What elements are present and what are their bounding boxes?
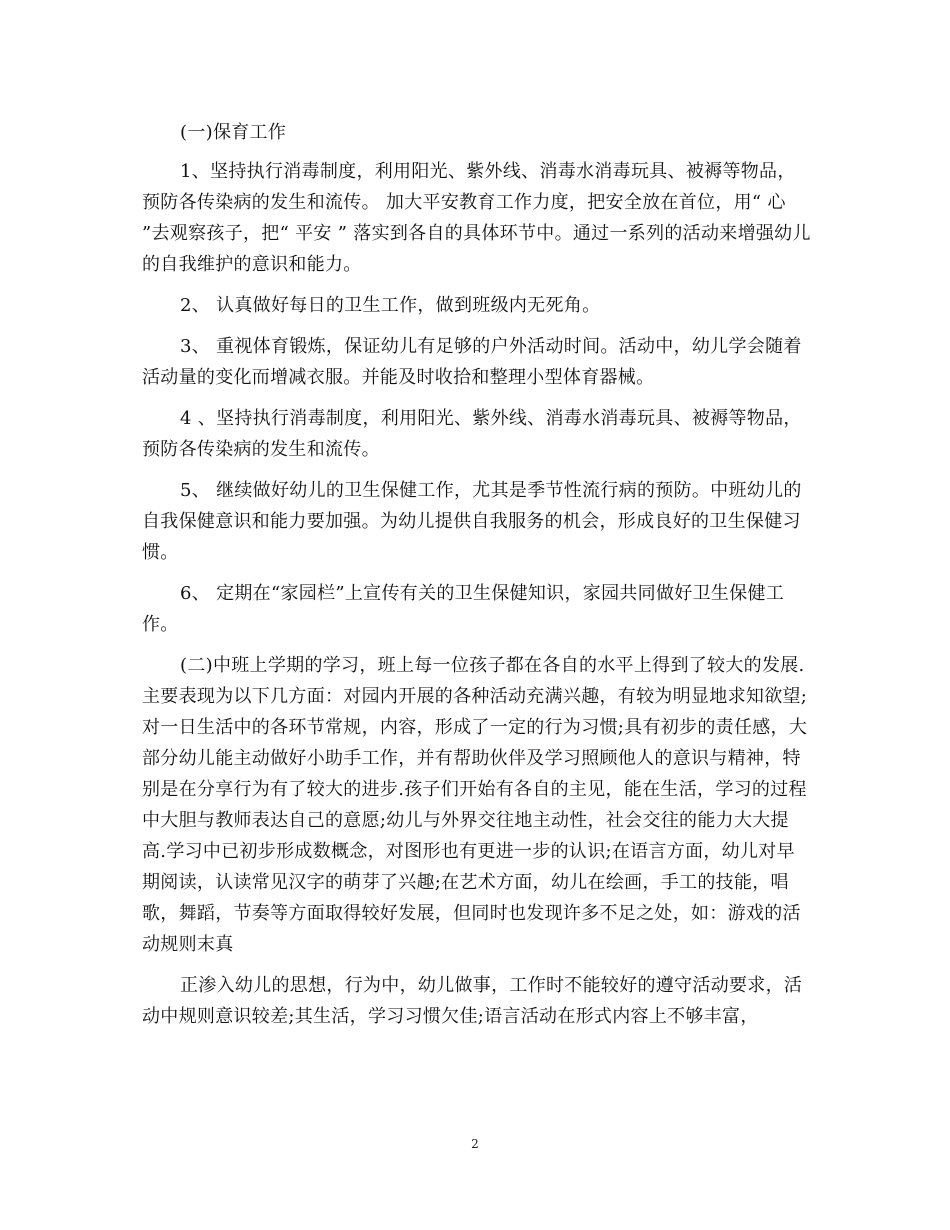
document-body (142, 117, 812, 1042)
paragraph-continuation: 正渗入幼儿的思想，行为中，幼儿做事，工作时不能较好的遵守活动要求，活动中规则意识较差;其生活，学习习惯欠佳;语言活动在形式内容上不够丰富， (142, 975, 803, 1027)
paragraph-item-5: 5、 继续做好幼儿的卫生保健工作，尤其是季节性流行病的预防。中班幼儿的自我保健意识和能力要加强。为幼儿提供自我服务的机会，形成良好的卫生保健习惯。 (142, 480, 802, 563)
paragraph-item-3: 3、 重视体育锻炼，保证幼儿有足够的户外活动时间。活动中，幼儿学会随着活动量的变化而增减衣服。并能及时收拾和整理小型体育器械。 (142, 336, 802, 388)
paragraph-item-4: 4 、坚持执行消毒制度，利用阳光、紫外线、消毒水消毒玩具、被褥等物品，预防各传染病的发生和流传。 (142, 408, 802, 460)
paragraph-section-2: (二)中班上学期的学习，班上每一位孩子都在各自的水平上得到了较大的发展.主要表现为以下几方面：对园内开展的各种活动充满兴趣，有较为明显地求知欲望;对一日生活中的各环节常规，内容，形成了一定的行为习惯;具有初步的责任感，大部分幼儿能主动做好小助手工作，并有帮助伙伴及学习照顾他人的意识与精神，特别是在分享行为有了较大的进步.孩子们开始有各自的主见，能在生活，学习的过程中大胆与教师表达自己的意愿;幼儿与外界交往地主动性，社会交往的能力大大提高.学习中已初步形成数概念，对图形也有更进一步的认识;在语言方面，幼儿对早期阅读，认读常见汉字的萌芽了兴趣;在艺术方面，幼儿在绘画，手工的技能，唱歌，舞蹈，节奏等方面取得较好发展，但同时也发现许多不足之处，如：游戏的活动规则末真 (142, 655, 808, 955)
paragraph-item-6: 6、 定期在“家园栏”上宣传有关的卫生保健知识，家园共同做好卫生保健工作。 (142, 583, 785, 635)
section-heading-care-work: (一)保育工作 (180, 122, 287, 143)
paragraph-item-2: 2、 认真做好每日的卫生工作，做到班级内无死角。 (180, 295, 601, 316)
paragraph-item-1: 1、坚持执行消毒制度，利用阳光、紫外线、消毒水消毒玩具、被褥等物品，预防各传染病的发生和流传。 加大平安教育工作力度，把安全放在首位，用“ 心 ”去观察孩子，把“ 平安 ” 落实到各自的具体环节中。通过一系列的活动来增强幼儿的自我维护的意识和能力。 (142, 161, 811, 275)
page-number: 2 (471, 1137, 479, 1151)
